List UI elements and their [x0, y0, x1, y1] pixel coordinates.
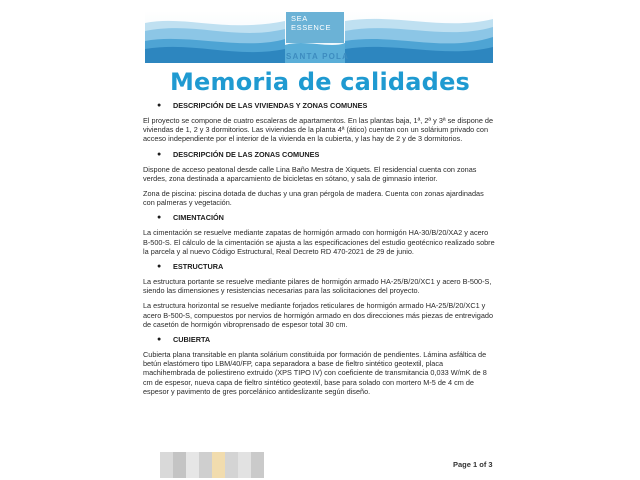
blur-tile: [251, 452, 264, 478]
blur-tile: [173, 452, 186, 478]
bullet-icon: ●: [157, 336, 162, 344]
section-heading-text: CIMENTACIÓN: [173, 213, 224, 223]
section-paragraph: Dispone de acceso peatonal desde calle Lina Baño Mestra de Xiquets. El residencial cuenta con zonas verdes, zona destinada a aparcamiento de bicicletas en sótano, y sala de gimnasio interior.: [143, 164, 477, 183]
blur-tile: [225, 452, 238, 478]
blur-tile: [186, 452, 199, 478]
section-heading-cimentacion: [143, 213, 497, 222]
section-heading-viviendas: [143, 101, 497, 110]
section-heading-cubierta: [143, 335, 497, 344]
section-heading-text: DESCRIPCIÓN DE LAS VIVIENDAS Y ZONAS COMUNES: [173, 101, 368, 110]
blur-tile: [212, 452, 225, 478]
section-paragraph: La estructura portante se resuelve mediante pilares de hormigón armado HA-25/B/20/XC1 y acero B-500-S, siendo las dimensiones y resistencias necesarias para las solicitaciones del proyecto.: [143, 277, 492, 296]
sea-essence-logo: [145, 11, 493, 63]
section-heading-zonas-comunes: [143, 150, 497, 159]
bullet-icon: ●: [157, 102, 162, 109]
section-heading-text: DESCRIPCIÓN DE LAS ZONAS COMUNES: [173, 149, 320, 159]
blur-tile: [238, 452, 251, 478]
logo-line-2: ESSENCE: [291, 23, 332, 32]
section-heading-text: CUBIERTA: [173, 335, 211, 345]
logo-city: SANTA POLA: [286, 52, 350, 61]
bullet-icon: ●: [157, 263, 162, 271]
document-body: [143, 100, 497, 396]
bullet-icon: ●: [157, 214, 162, 222]
bullet-icon: ●: [157, 150, 162, 158]
logo-wordmark: [286, 12, 344, 43]
section-heading-estructura: [143, 262, 497, 271]
section-paragraph: Cubierta plana transitable en planta solárium constituida por formación de pendientes. Lámina asfáltica de betún elastómero tipo LBM/40/FP, capa separadora a base de fieltro sintético geotextil, placa machihembrada de poliestireno extruido (XPS TIPO IV) con coeficiente de transmitancia 0,033 W/mK de 8 cm de espesor, nueva capa de fieltro sintético geotextil, base para solado con mortero M-5 de 4 cm de espesor y pavimento de gres porcelánico antideslizante según diseño.: [143, 350, 487, 396]
document-title: Memoria de calidades: [169, 68, 471, 96]
section-paragraph: El proyecto se compone de cuatro escaleras de apartamentos. En las plantas baja, 1ª, 2ª y 3ª se dispone de viviendas de 1, 2 y 3 dormitorios. Las viviendas de la planta 4ª (ático) cuentan con un solárium privado con acceso independiente por el interior de la vivienda en la cubierta, y las hay de 2 y de 3 dormitorios.: [143, 116, 494, 144]
blur-tile: [199, 452, 212, 478]
footer-blurred-logo: [160, 452, 264, 478]
section-heading-text: ESTRUCTURA: [173, 262, 224, 272]
section-paragraph: La cimentación se resuelve mediante zapatas de hormigón armado con hormigón HA-30/B/20/XA2 y acero B-500-S. El cálculo de la cimentación se ajusta a las especificaciones del estudio geotécnico realizado sobre la parcela y al nuevo Código Estructural, Real Decreto RD 470-2021 de 29 de junio.: [143, 228, 495, 256]
page-number: Page 1 of 3: [453, 460, 493, 469]
logo-line-1: SEA: [291, 14, 308, 23]
blur-tile: [160, 452, 173, 478]
section-paragraph: La estructura horizontal se resuelve mediante forjados reticulares de hormigón armado HA-25/B/20/XC1 y acero B-500-S, compuestos por nervios de hormigón armado en dos direcciones más piezas de entrevigado de casetón de hormigón vibroprensado de espesor total 30 cm.: [143, 301, 494, 329]
section-paragraph: Zona de piscina: piscina dotada de duchas y una gran pérgola de madera. Cuenta con zonas ajardinadas con palmeras y vegetación.: [143, 189, 484, 208]
